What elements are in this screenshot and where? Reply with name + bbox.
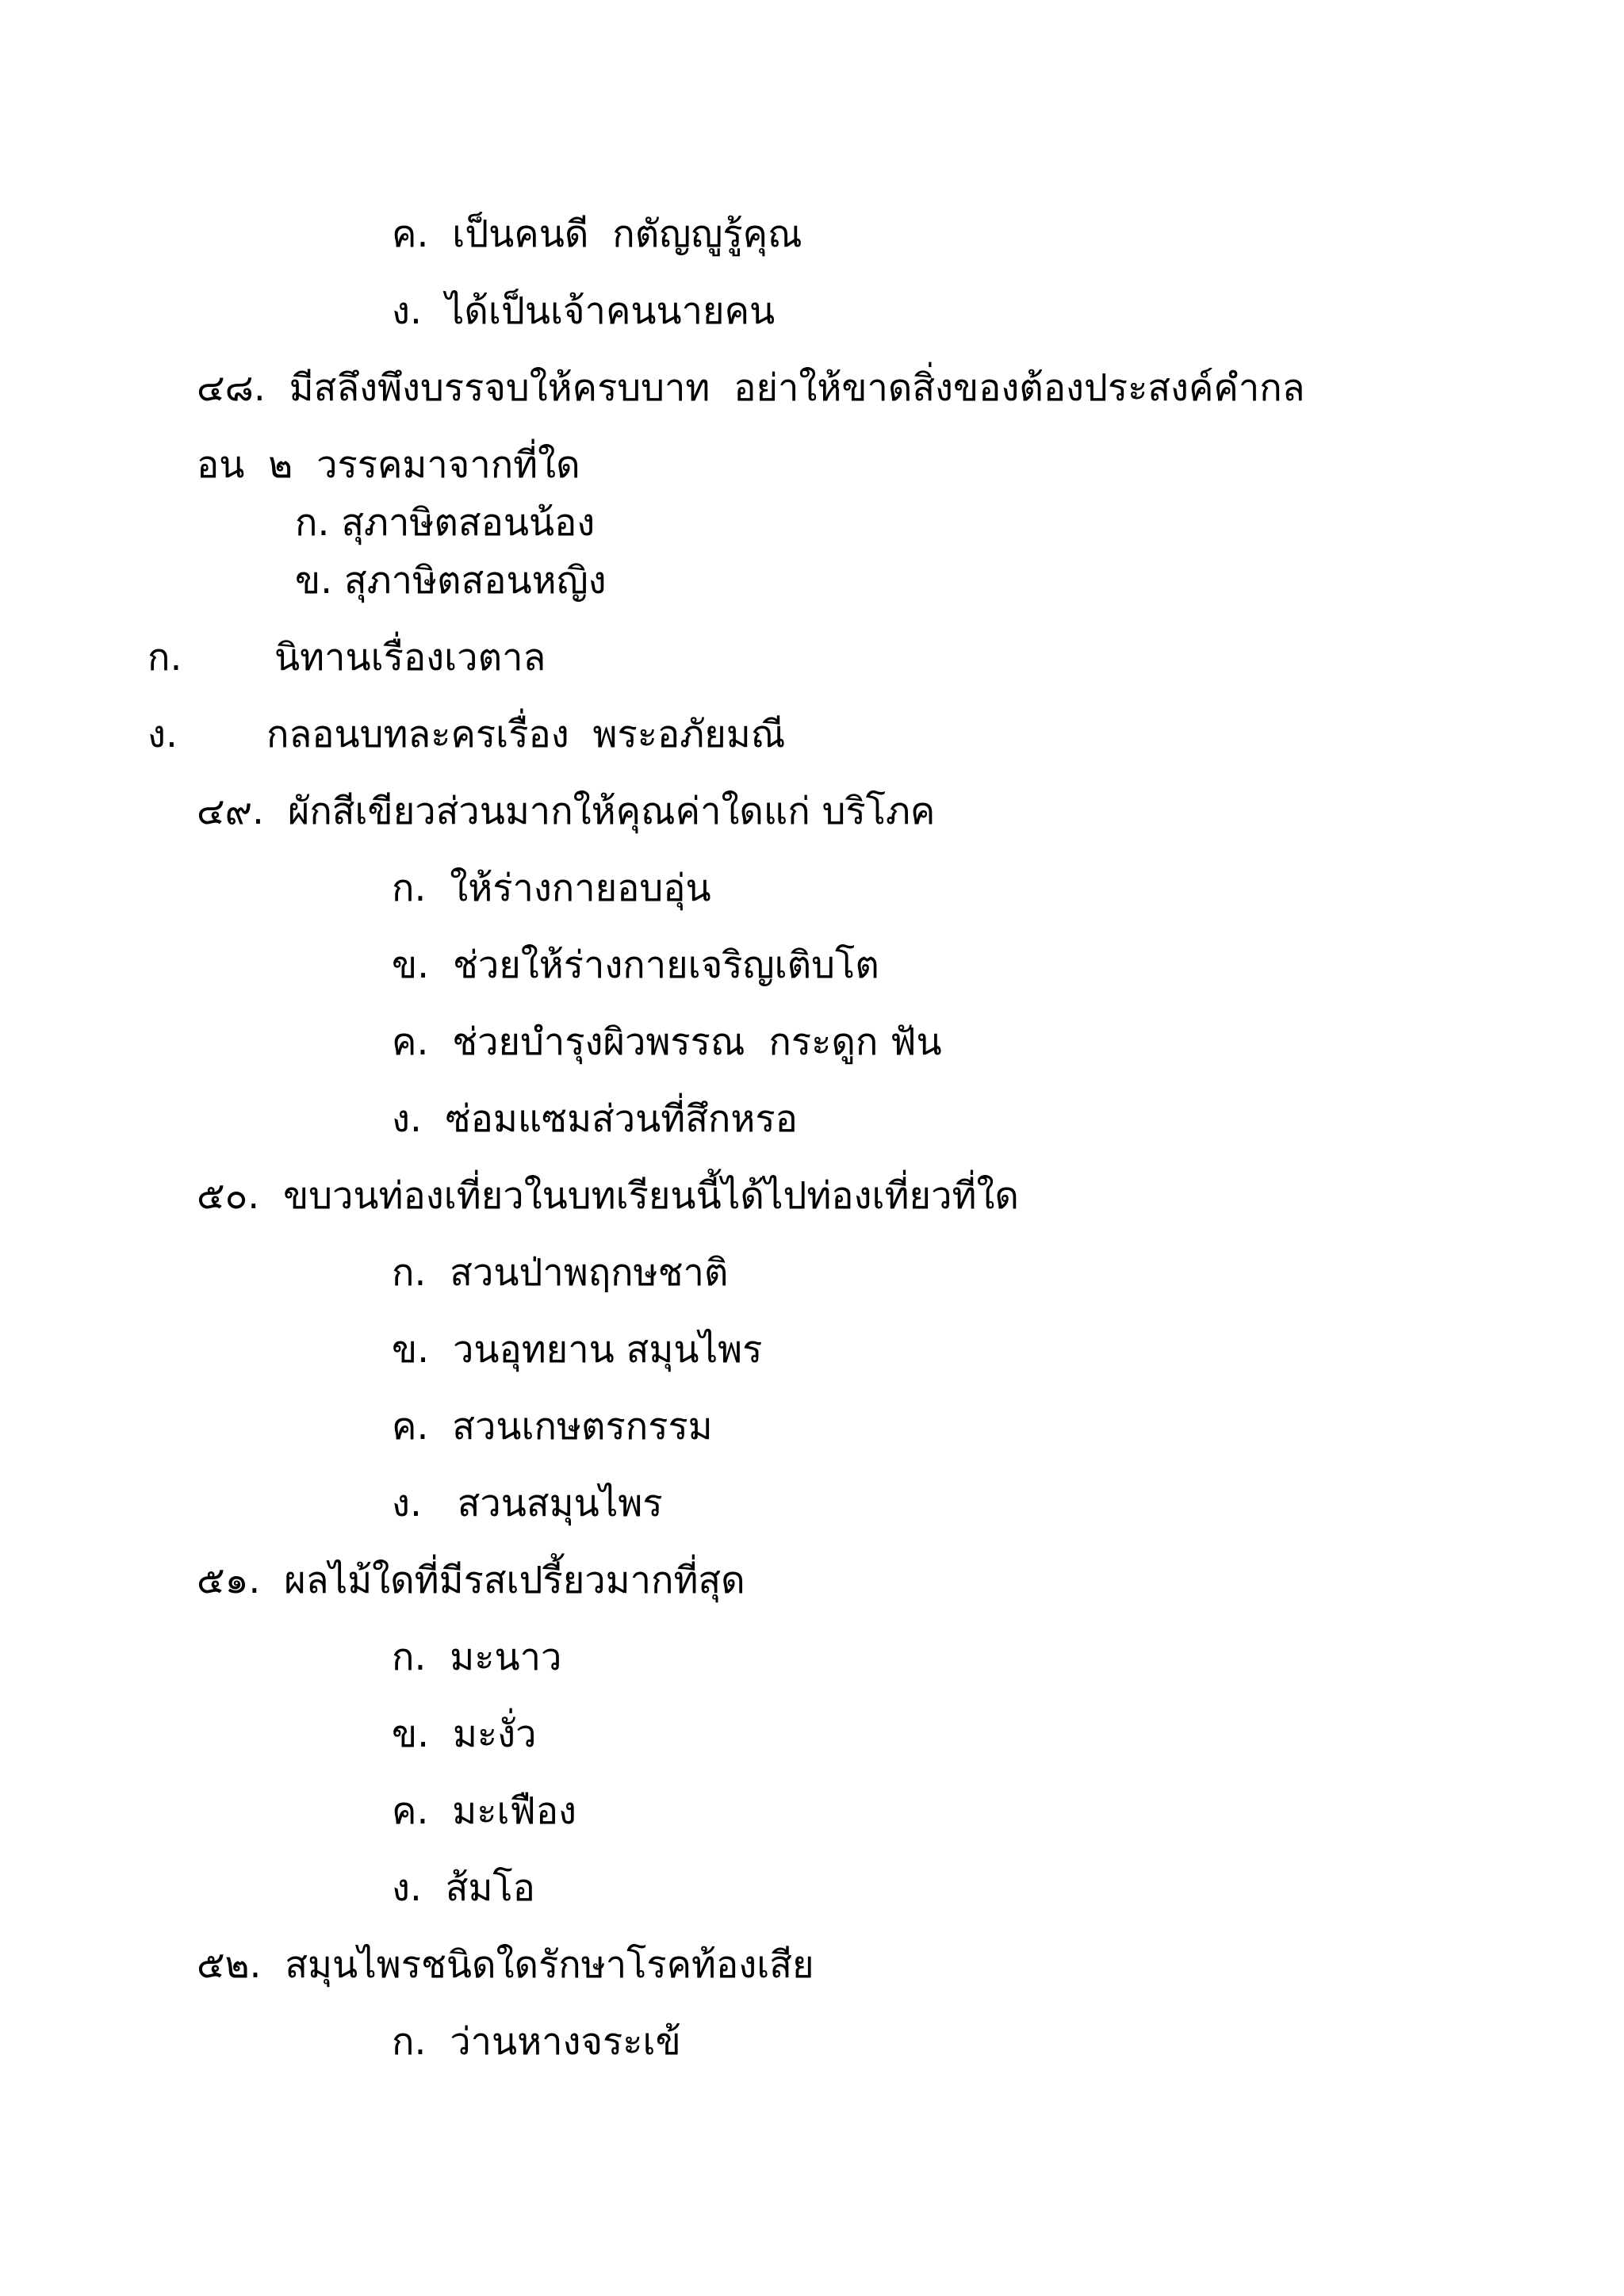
choice-line: ง. ได้เป็นเจ้าคนนายคน [392, 289, 776, 333]
choice-line: ง. ส้มโอ [392, 1866, 535, 1910]
choice-line: นิทานเรื่องเวตาล [274, 636, 546, 679]
choice-line: ข. สุภาษิตสอนหญิง [295, 559, 607, 603]
question-line: ๔๘. มีสลึงพึงบรรจบให้ครบบาท อย่าให้ขาดสิ่งของต้องประสงค์คำกล [197, 366, 1305, 410]
choice-line: ค. ช่วยบำรุงผิวพรรณ กระดูก ฟัน [392, 1020, 942, 1064]
choice-line: ค. เป็นคนดี กตัญญูรู้คุณ [392, 212, 802, 256]
choice-label: ง. [147, 713, 178, 756]
choice-line: ก. มะนาว [392, 1636, 562, 1679]
question-line-continued: อน ๒ วรรคมาจากที่ใด [197, 443, 580, 487]
choice-label: ก. [147, 636, 182, 679]
question-line: ๕๒. สมุนไพรชนิดใดรักษาโรคท้องเสีย [197, 1943, 814, 1987]
choice-line: ง. ซ่อมแซมส่วนที่สึกหรอ [392, 1097, 798, 1141]
choice-line: ข. มะงั่ว [392, 1712, 537, 1756]
question-line: ๕๑. ผลไม้ใดที่มีรสเปรี้ยวมากที่สุด [197, 1559, 745, 1602]
choice-line: ก. สวนป่าพฤกษชาติ [392, 1251, 729, 1295]
choice-line: ก. สุภาษิตสอนน้อง [295, 501, 596, 545]
choice-line: ก. ว่านหางจระเข้ [392, 2020, 681, 2064]
choice-line: ข. ช่วยให้ร่างกายเจริญเติบโต [392, 943, 879, 987]
choice-line: ค. สวนเกษตรกรรม [392, 1405, 713, 1448]
choice-line: ง. สวนสมุนไพร [392, 1482, 663, 1525]
choice-line: ค. มะเฟือง [392, 1789, 577, 1833]
choice-line: ก. ให้ร่างกายอบอุ่น [392, 867, 711, 910]
choice-line: กลอนบทละครเรื่อง พระอภัยมณี [266, 713, 786, 756]
question-line: ๕๐. ขบวนท่องเที่ยวในบทเรียนนี้ได้ไปท่องเที่ยวที่ใด [197, 1174, 1019, 1218]
choice-line: ข. วนอุทยาน สมุนไพร [392, 1328, 763, 1372]
question-line: ๔๙. ผักสีเขียวส่วนมากให้คุณค่าใดแก่ บริโภค [197, 790, 936, 833]
